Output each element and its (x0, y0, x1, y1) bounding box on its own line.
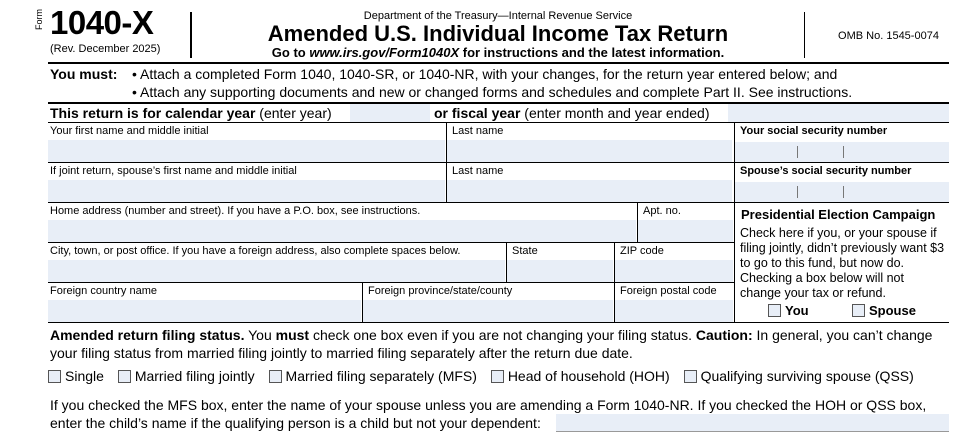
calendar-year-input[interactable] (350, 104, 430, 122)
fiscal-year-hint: (enter month and year ended) (520, 105, 710, 121)
mfs-hoh-note: If you checked the MFS box, enter the name of your spouse unless you are amending a Form 1040-NR. If you checked the HOH or QSS box, enter the child’s name if the qualifying person is a child but not your dependent: (50, 397, 927, 431)
campaign-text: Check here if you, or your spouse if filing jointly, didn’t previously want $3 to go to this fund, but now do. Checking a box below will not change your tax or refund. (740, 226, 945, 300)
apt-label: Apt. no. (643, 205, 681, 217)
first-name-label: Your first name and middle initial (50, 125, 209, 137)
you-must-line2: • Attach any supporting documents and new or changed forms and schedules and complete Part II. See instructions. (132, 84, 853, 100)
filing-status-caution: Caution: (695, 327, 753, 343)
ssn-label: Your social security number (740, 125, 888, 137)
campaign-you[interactable] (768, 303, 809, 318)
status-single-label: Single (65, 368, 104, 384)
goto-url[interactable]: www.irs.gov/Form1040X (309, 45, 460, 60)
first-name-input[interactable] (48, 140, 445, 162)
last-name-label: Last name (452, 125, 504, 137)
you-must-line1: • Attach a completed Form 1040, 1040-SR, or 1040-NR, with your changes, for the return year entered below; and (132, 66, 838, 82)
mfs-hoh-name-input[interactable] (556, 414, 949, 431)
status-single-checkbox[interactable] (48, 370, 61, 383)
spouse-first-name-input[interactable] (48, 180, 445, 202)
status-mfj-label: Married filing jointly (134, 368, 255, 384)
calendar-year-label (50, 105, 332, 121)
campaign-spouse-checkbox[interactable] (852, 304, 865, 317)
fiscal-year-bold: or fiscal year (434, 105, 521, 121)
campaign-you-checkbox[interactable] (768, 304, 781, 317)
home-address-label: Home address (number and street). If you have a P.O. box, see instructions. (50, 205, 421, 217)
filing-status-text (50, 326, 950, 362)
revision-date: (Rev. December 2025) (50, 43, 161, 55)
form-number: 1040-X (50, 4, 154, 41)
goto-suffix: for instructions and the latest information. (459, 45, 725, 60)
filing-status-must: must (275, 327, 310, 343)
status-mfs-label: Married filing separately (MFS) (285, 368, 477, 384)
fiscal-year-label (434, 105, 710, 121)
status-mfs-checkbox[interactable] (269, 370, 282, 383)
foreign-postal-input[interactable] (615, 300, 733, 322)
campaign-you-label: You (785, 303, 809, 318)
spouse-ssn-label: Spouse’s social security number (740, 165, 912, 177)
foreign-province-input[interactable] (363, 300, 613, 322)
calendar-year-bold: This return is for calendar year (50, 105, 256, 121)
spouse-ssn-input[interactable] (735, 182, 949, 202)
zip-label: ZIP code (620, 245, 664, 257)
filing-status-options (48, 368, 914, 384)
apt-input[interactable] (638, 220, 733, 242)
spouse-last-name-input[interactable] (447, 180, 732, 202)
status-qss[interactable] (684, 368, 914, 384)
foreign-country-label: Foreign country name (50, 285, 157, 297)
status-qss-label: Qualifying surviving spouse (QSS) (700, 368, 914, 384)
status-single[interactable] (48, 368, 104, 384)
form-prefix: Form (34, 9, 44, 30)
last-name-input[interactable] (447, 140, 732, 162)
state-label: State (512, 245, 538, 257)
you-must-label: You must: (50, 66, 118, 82)
spouse-last-name-label: Last name (452, 165, 504, 177)
status-mfj-checkbox[interactable] (118, 370, 131, 383)
filing-status-text3: In general, you can’t change your filing status from married filing jointly to married filing separately after the return due date. (50, 327, 933, 361)
campaign-title: Presidential Election Campaign (741, 207, 936, 222)
ssn-input[interactable] (735, 142, 949, 162)
fiscal-year-input[interactable] (728, 104, 949, 122)
city-label: City, town, or post office. If you have a foreign address, also complete spaces below. (50, 245, 461, 257)
foreign-postal-label: Foreign postal code (620, 285, 717, 297)
status-hoh-checkbox[interactable] (491, 370, 504, 383)
campaign-spouse-label: Spouse (869, 303, 916, 318)
status-mfs[interactable] (269, 368, 477, 384)
state-input[interactable] (507, 260, 613, 282)
department: Department of the Treasury—Internal Revenue Service (363, 10, 633, 22)
filing-status-heading: Amended return filing status. (50, 327, 245, 343)
status-mfj[interactable] (118, 368, 255, 384)
foreign-country-input[interactable] (48, 300, 361, 322)
spouse-first-name-label: If joint return, spouse’s first name and middle initial (50, 165, 297, 177)
goto-instructions (192, 45, 804, 60)
calendar-year-hint: (enter year) (255, 105, 332, 121)
zip-input[interactable] (615, 260, 733, 282)
form-title: Amended U.S. Individual Income Tax Return (267, 21, 729, 46)
filing-status-text2: check one box even if you are not changing your filing status. (309, 327, 696, 343)
status-hoh[interactable] (491, 368, 670, 384)
filing-status-text1: You (244, 327, 276, 343)
status-hoh-label: Head of household (HOH) (507, 368, 670, 384)
omb-number: OMB No. 1545-0074 (838, 30, 939, 42)
campaign-spouse[interactable] (852, 303, 916, 318)
home-address-input[interactable] (48, 220, 636, 242)
goto-prefix: Go to (271, 45, 310, 60)
foreign-province-label: Foreign province/state/county (368, 285, 513, 297)
city-input[interactable] (48, 260, 505, 282)
status-qss-checkbox[interactable] (684, 370, 697, 383)
